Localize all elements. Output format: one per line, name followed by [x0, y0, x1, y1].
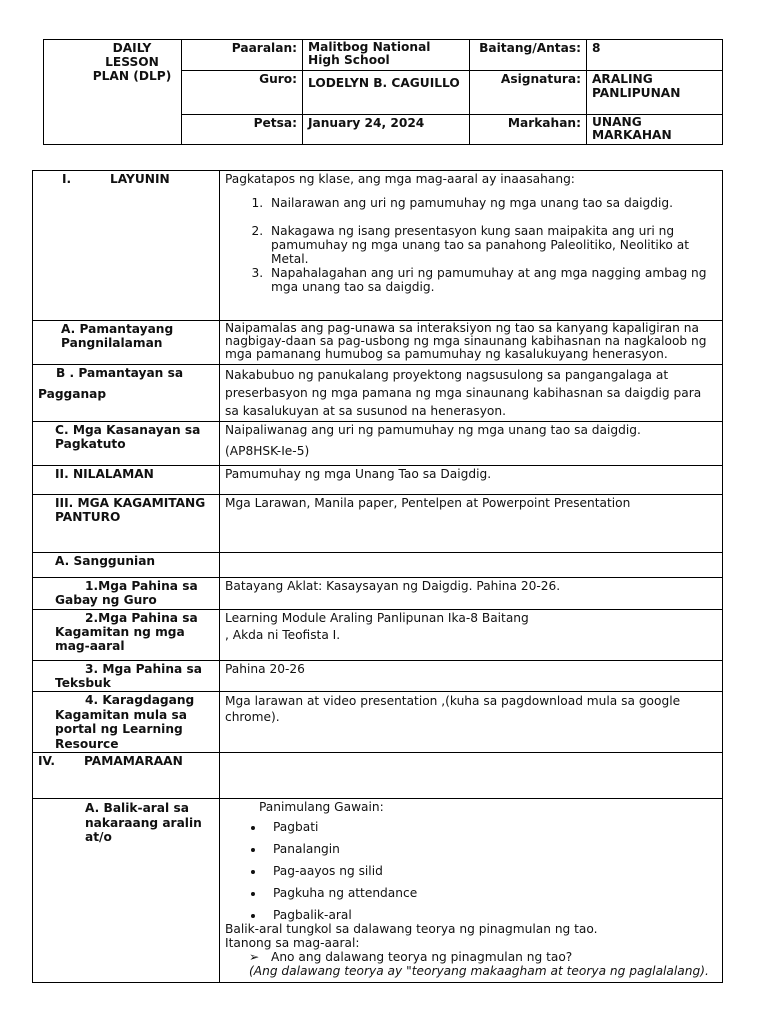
balik-aral-bullets [225, 820, 717, 922]
pamamaraan-value [220, 753, 723, 799]
pamamaraan-row [33, 753, 723, 799]
layunin-label: LAYUNIN [110, 172, 170, 186]
guro-label: Guro: [182, 71, 303, 115]
pamantayan-sa-pagganap-row [33, 365, 723, 422]
pamantayan-sa-pagganap-value: Nakabubuo ng panukalang proyektong nagsusulong sa pangangalaga at preserbasyon ng mga pamana ng mga sinaunang kabihasnan sa daigdig para sa kasalukuyan at sa susunod na henerasyon. [220, 365, 723, 422]
gabay-ng-guro-row [33, 578, 723, 610]
pamamaraan-number: IV. [38, 754, 56, 768]
kasanayan-value: Naipaliwanag ang uri ng pamumuhay ng mga unang tao sa daigdig. [225, 423, 641, 437]
kagamitan-ng-mag-aaral-value: Learning Module Araling Panlipunan Ika-8 Baitang [225, 611, 529, 625]
pamamaraan-label: PAMAMARAAN [84, 754, 183, 768]
kagamitang-panturo-label: III. MGA KAGAMITANG PANTURO [33, 495, 220, 553]
kasanayan-code: (AP8HSK-Ie-5) [225, 444, 310, 458]
list-item: • Pagbati [265, 820, 717, 834]
layunin-number: I. [62, 172, 72, 186]
pamantayang-pangnilalaman-value: Naipamalas ang pag-unawa sa interaksiyon ng tao sa kanyang kapaligiran na nagbigay-daan sa pag-usbong ng mga sinaunang kabihasnan na nagkaloob ng mga pamanang humubog sa pamumuhay ng kasalukuyang henerasyon. [220, 321, 723, 365]
balik-aral-label: A. Balik-aral sa nakaraang aralin at/o [33, 799, 220, 983]
baitang-label: Baitang/Antas: [470, 40, 587, 71]
balik-aral-line2: Itanong sa mag-aaral: [225, 936, 360, 950]
karagdagang-kagamitan-row [33, 692, 723, 753]
asignatura-value: ARALING PANLIPUNAN [587, 71, 723, 115]
list-item: • Pag-aayos ng silid [265, 864, 717, 878]
layunin-label-cell [33, 171, 220, 321]
pamantayan-sa-pagganap-label-2: Pagganap [38, 387, 107, 401]
teksbuk-label: 3. Mga Pahina sa Teksbuk [33, 661, 220, 692]
arrow-bullet-icon: ➢ [249, 950, 260, 964]
petsa-value: January 24, 2024 [303, 115, 470, 145]
list-item: 1. Nailarawan ang uri ng pamumuhay ng mga unang tao sa daigdig. [267, 196, 717, 210]
nilalaman-value: Pamumuhay ng mga Unang Tao sa Daigdig. [220, 466, 723, 495]
balik-aral-answer: (Ang dalawang teorya ay "teoryang makaagham at teorya ng paglalalang). [249, 964, 709, 978]
sanggunian-value [220, 553, 723, 578]
nilalaman-label: II. NILALAMAN [33, 466, 220, 495]
list-item: 2. Nakagawa ng isang presentasyon kung saan maipakita ang uri ng pamumuhay ng mga unang tao sa panahong Paleolitiko, Neolitiko at Metal. [267, 224, 717, 266]
pamantayan-sa-pagganap-label-cell [33, 365, 220, 422]
kasanayan-row [33, 422, 723, 466]
teksbuk-value: Pahina 20-26 [220, 661, 723, 692]
pamantayang-pangnilalaman-label: A. Pamantayang Pangnilalaman [33, 321, 220, 365]
paaralan-value: Malitbog National High School [303, 40, 470, 71]
kasanayan-content [220, 422, 723, 466]
nilalaman-row [33, 466, 723, 495]
balik-aral-intro: Panimulang Gawain: [259, 800, 384, 814]
balik-aral-content [220, 799, 723, 983]
dlp-title-cell [44, 40, 182, 145]
sanggunian-row [33, 553, 723, 578]
sanggunian-label: A. Sanggunian [33, 553, 220, 578]
kasanayan-label: C. Mga Kasanayan sa Pagkatuto [33, 422, 220, 466]
list-item: • Panalangin [265, 842, 717, 856]
kagamitan-ng-mag-aaral-label: 2.Mga Pahina sa Kagamitan ng mga mag-aaral [33, 610, 220, 661]
list-item: 3. Napahalagahan ang uri ng pamumuhay at ang mga nagging ambag ng mga unang tao sa daigdig. [267, 266, 717, 294]
list-item: • Pagkuha ng attendance [265, 886, 717, 900]
pamamaraan-label-cell [33, 753, 220, 799]
markahan-label: Markahan: [470, 115, 587, 145]
layunin-row [33, 171, 723, 321]
guro-value: LODELYN B. CAGUILLO [303, 71, 470, 115]
layunin-intro: Pagkatapos ng klase, ang mga mag-aaral ay inaasahang: [225, 172, 575, 186]
pamantayan-sa-pagganap-label: B . Pamantayan sa [56, 366, 184, 380]
header-table [43, 39, 723, 145]
lesson-plan-table [32, 170, 723, 983]
karagdagang-kagamitan-label: 4. Karagdagang Kagamitan mula sa portal ng Learning Resource [33, 692, 220, 753]
balik-aral-row [33, 799, 723, 983]
gabay-ng-guro-label: 1.Mga Pahina sa Gabay ng Guro [33, 578, 220, 610]
balik-aral-line1: Balik-aral tungkol sa dalawang teorya ng pinagmulan ng tao. [225, 922, 598, 936]
pamantayang-pangnilalaman-row [33, 321, 723, 365]
layunin-content [220, 171, 723, 321]
karagdagang-kagamitan-value: Mga larawan at video presentation ,(kuha sa pagdownload mula sa google chrome). [220, 692, 723, 753]
layunin-list [225, 196, 717, 294]
balik-aral-question-row [225, 950, 717, 964]
asignatura-label: Asignatura: [470, 71, 587, 115]
markahan-value: UNANG MARKAHAN [587, 115, 723, 145]
dlp-title: DAILY LESSON PLAN (DLP) [92, 41, 172, 83]
kagamitan-ng-mag-aaral-content [220, 610, 723, 661]
kagamitang-panturo-value: Mga Larawan, Manila paper, Pentelpen at Powerpoint Presentation [220, 495, 723, 553]
balik-aral-question: Ano ang dalawang teorya ng pinagmulan ng tao? [271, 950, 573, 964]
teksbuk-row [33, 661, 723, 692]
petsa-label: Petsa: [182, 115, 303, 145]
list-item: • Pagbalik-aral [265, 908, 717, 922]
kagamitan-ng-mag-aaral-row [33, 610, 723, 661]
gabay-ng-guro-value: Batayang Aklat: Kasaysayan ng Daigdig. Pahina 20-26. [220, 578, 723, 610]
paaralan-label: Paaralan: [182, 40, 303, 71]
kagamitang-panturo-row [33, 495, 723, 553]
kagamitan-ng-mag-aaral-value-2: , Akda ni Teofista I. [225, 628, 341, 642]
baitang-value: 8 [587, 40, 723, 71]
